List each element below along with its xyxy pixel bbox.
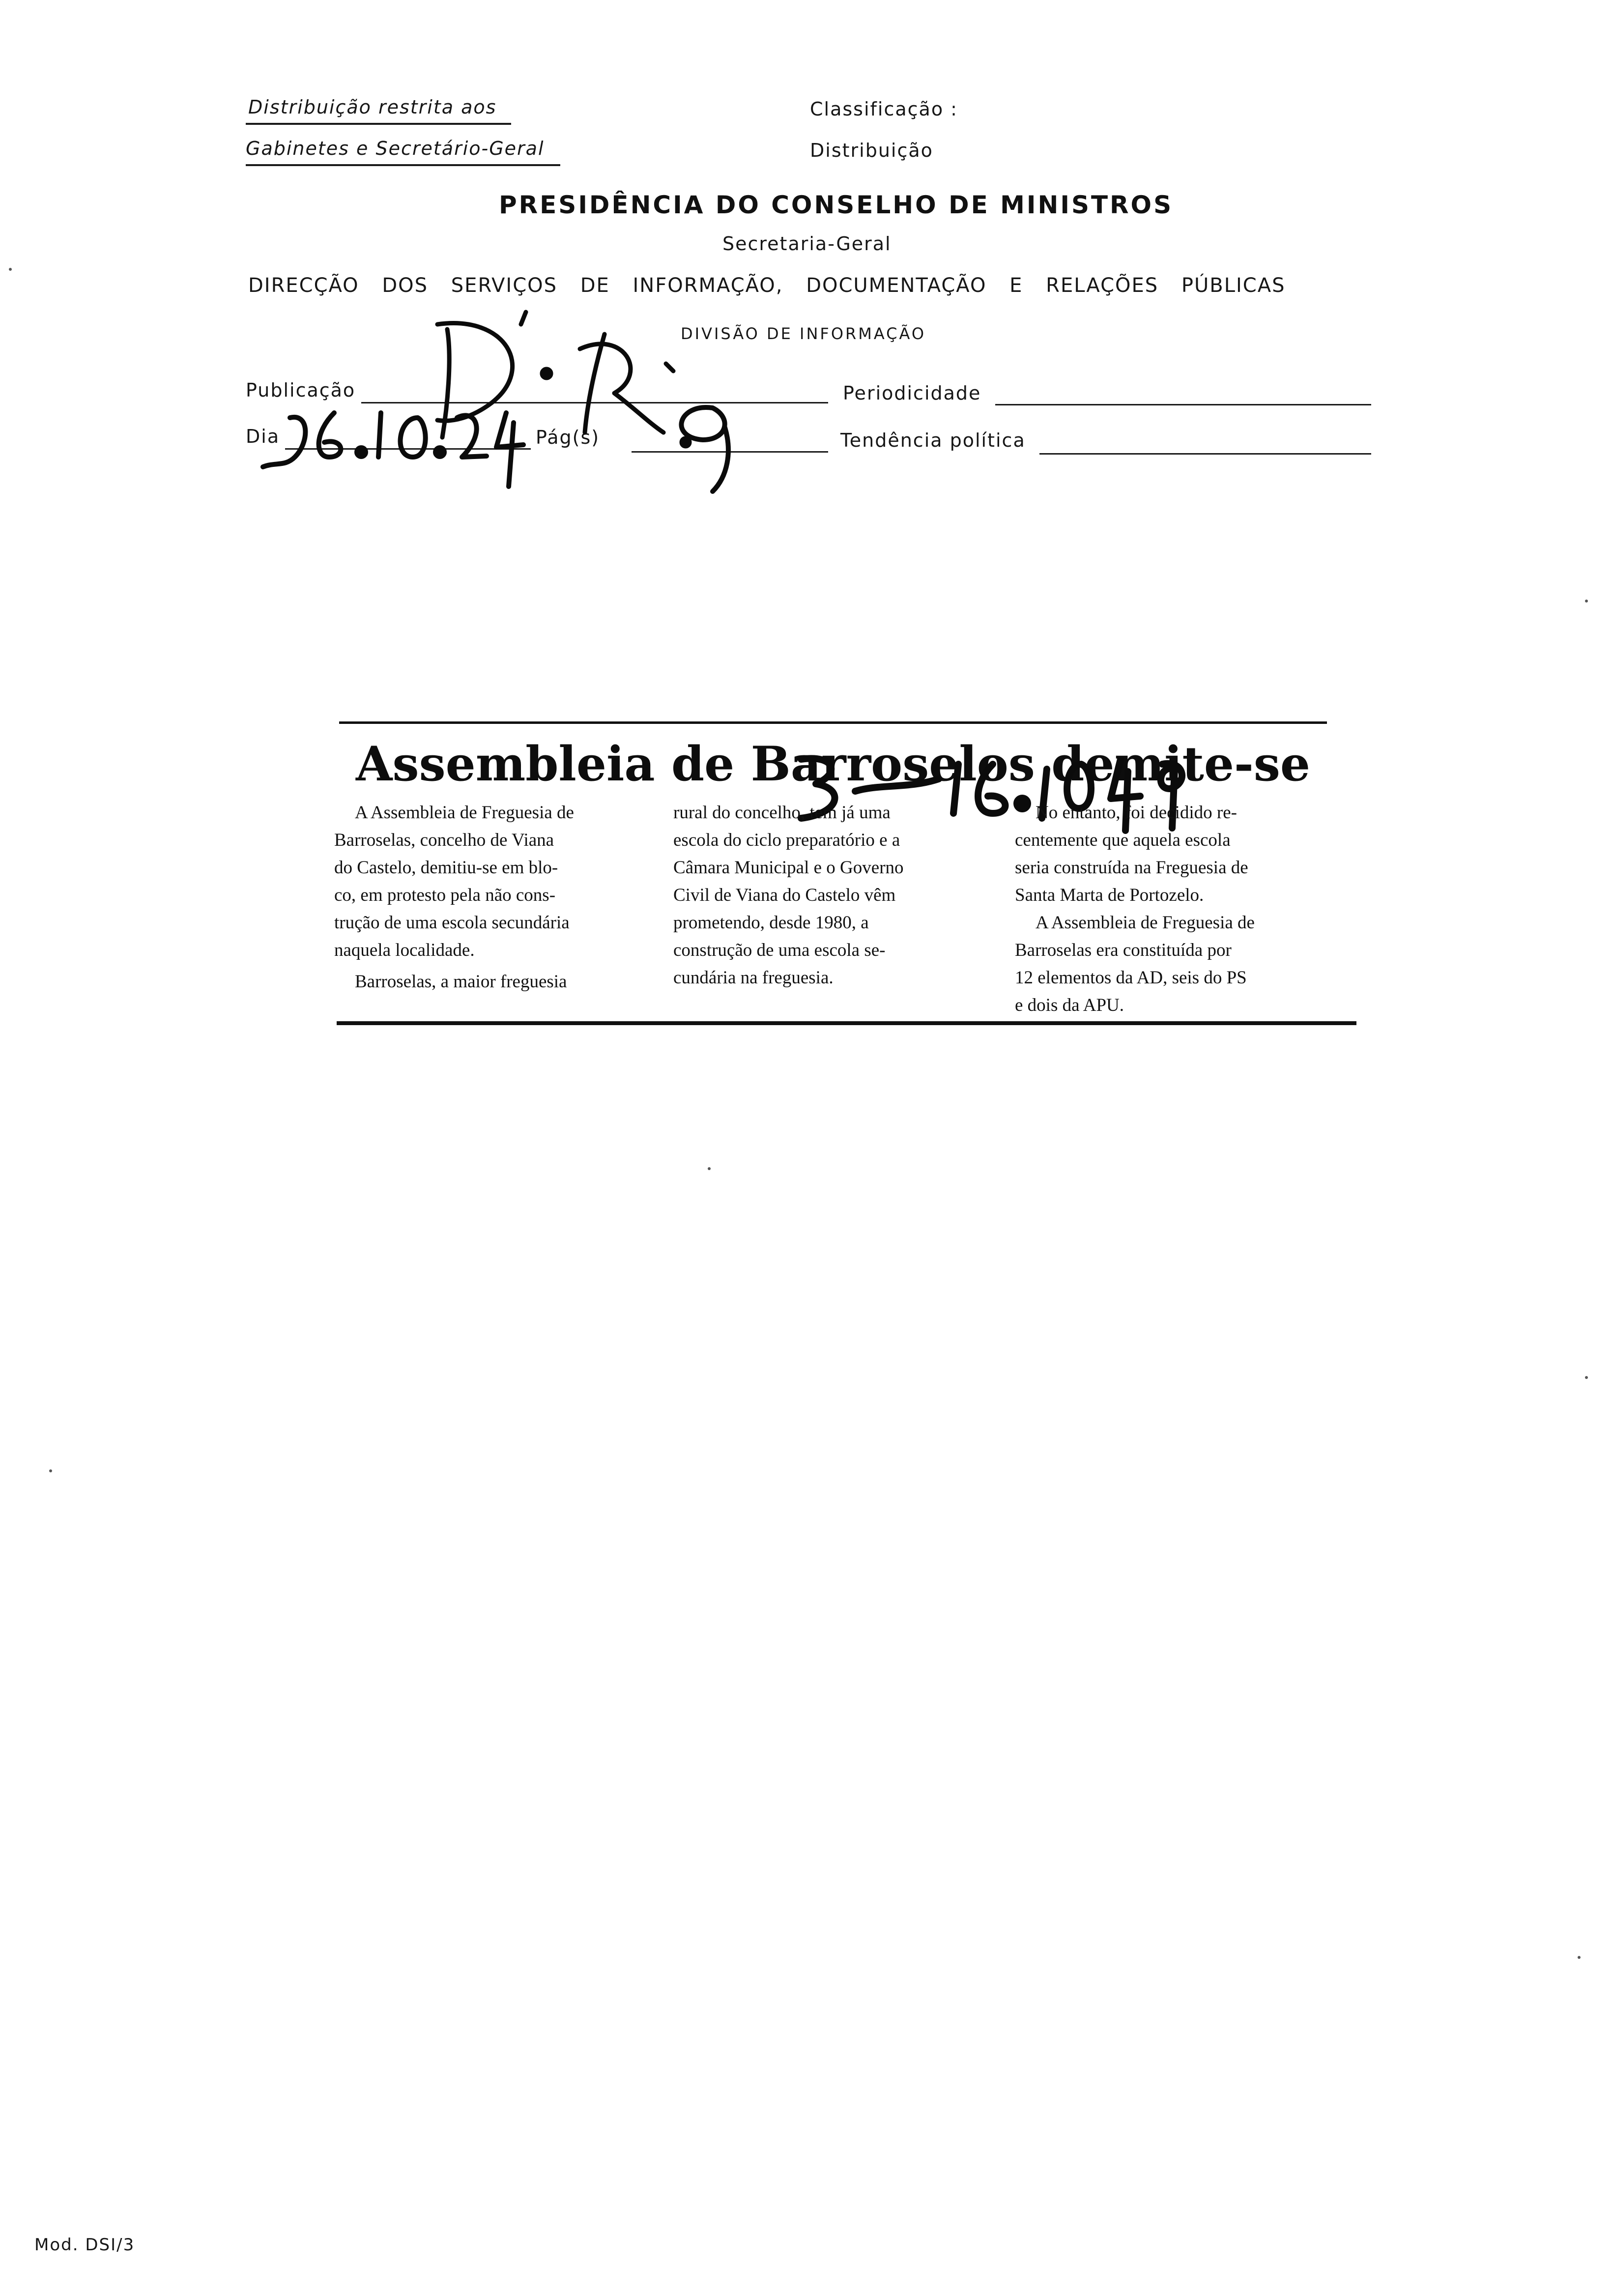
col2-line: escola do ciclo preparatório e a: [673, 830, 900, 850]
col1-line: Barroselas, a maior freguesia: [355, 972, 567, 992]
distribution-underline2: [246, 164, 560, 166]
article-headline: Assembleia de Barroselos demite-se: [356, 736, 1310, 792]
article-column-2: [673, 799, 988, 992]
clipping-top-rule: [339, 721, 1327, 724]
clipping-bottom-rule: [337, 1021, 1356, 1025]
col2-line: Civil de Viana do Castelo vêm: [673, 885, 896, 905]
scan-speck: [708, 1167, 711, 1170]
periodicity-line: [995, 404, 1371, 405]
col1-line: trução de uma escola secundária: [334, 913, 570, 933]
distribution-restriction-line2: [246, 138, 545, 159]
scan-speck: [49, 1469, 52, 1472]
secretariat-subtitle: Secretaria-Geral: [722, 233, 892, 255]
col3-line: seria construída na Freguesia de: [1015, 858, 1248, 878]
col3-line: Barroselas era constituída por: [1015, 940, 1232, 960]
col3-line: No entanto, foi decidido re-: [1036, 803, 1237, 823]
col2-line: prometendo, desde 1980, a: [673, 913, 869, 933]
article-column-3: [1015, 799, 1329, 1019]
col1-line: A Assembleia de Freguesia de: [355, 803, 574, 823]
division-title: DIVISÃO DE INFORMAÇÃO: [681, 324, 926, 343]
classification-label: Classificação :: [810, 98, 958, 120]
model-code: Mod. DSI/3: [34, 2235, 135, 2255]
scan-speck: [9, 268, 12, 271]
ministry-title: PRESIDÊNCIA DO CONSELHO DE MINISTROS: [499, 191, 1174, 219]
article-column-1: [334, 799, 644, 996]
col3-line: centemente que aquela escola: [1015, 830, 1231, 850]
publication-label: Publicação: [246, 379, 356, 401]
scan-speck: [1578, 1956, 1581, 1959]
scan-speck: [1585, 600, 1588, 603]
col3-line: 12 elementos da AD, seis do PS: [1015, 968, 1247, 988]
political-tendency-line: [1039, 453, 1371, 455]
day-label: Dia: [246, 426, 280, 447]
distribution-label: Distribuição: [810, 140, 933, 161]
col2-line: construção de uma escola se-: [673, 940, 886, 960]
col1-line: naquela localidade.: [334, 940, 475, 960]
distribution-restriction-line1: [248, 96, 496, 118]
col2-line: Câmara Municipal e o Governo: [673, 858, 904, 878]
directorate-title: DIRECÇÃO DOS SERVIÇOS DE INFORMAÇÃO, DOCUMENTAÇÃO E RELAÇÕES PÚBLICAS: [248, 274, 1286, 297]
distribution-restriction-text2: Gabinetes e Secretário-Geral: [246, 138, 545, 159]
col2-line: cundária na freguesia.: [673, 968, 834, 988]
col3-line: A Assembleia de Freguesia de: [1036, 913, 1255, 933]
col2-line: rural do concelho, tem já uma: [673, 803, 891, 823]
scan-speck: [1585, 1376, 1588, 1379]
col1-line: Barroselas, concelho de Viana: [334, 830, 554, 850]
distribution-underline1: [246, 123, 511, 125]
political-tendency-label: Tendência política: [840, 430, 1026, 451]
distribution-restriction-text1: Distribuição restrita aos: [248, 96, 497, 118]
col3-line: Santa Marta de Portozelo.: [1015, 885, 1204, 905]
handwritten-pages: [659, 398, 757, 496]
pages-label: Pág(s): [536, 427, 600, 448]
handwritten-day-date: [256, 393, 531, 491]
col3-line: e dois da APU.: [1015, 995, 1124, 1015]
periodicity-label: Periodicidade: [843, 382, 981, 404]
col1-line: do Castelo, demitiu-se em blo-: [334, 858, 558, 878]
col1-line: co, em protesto pela não cons-: [334, 885, 556, 905]
